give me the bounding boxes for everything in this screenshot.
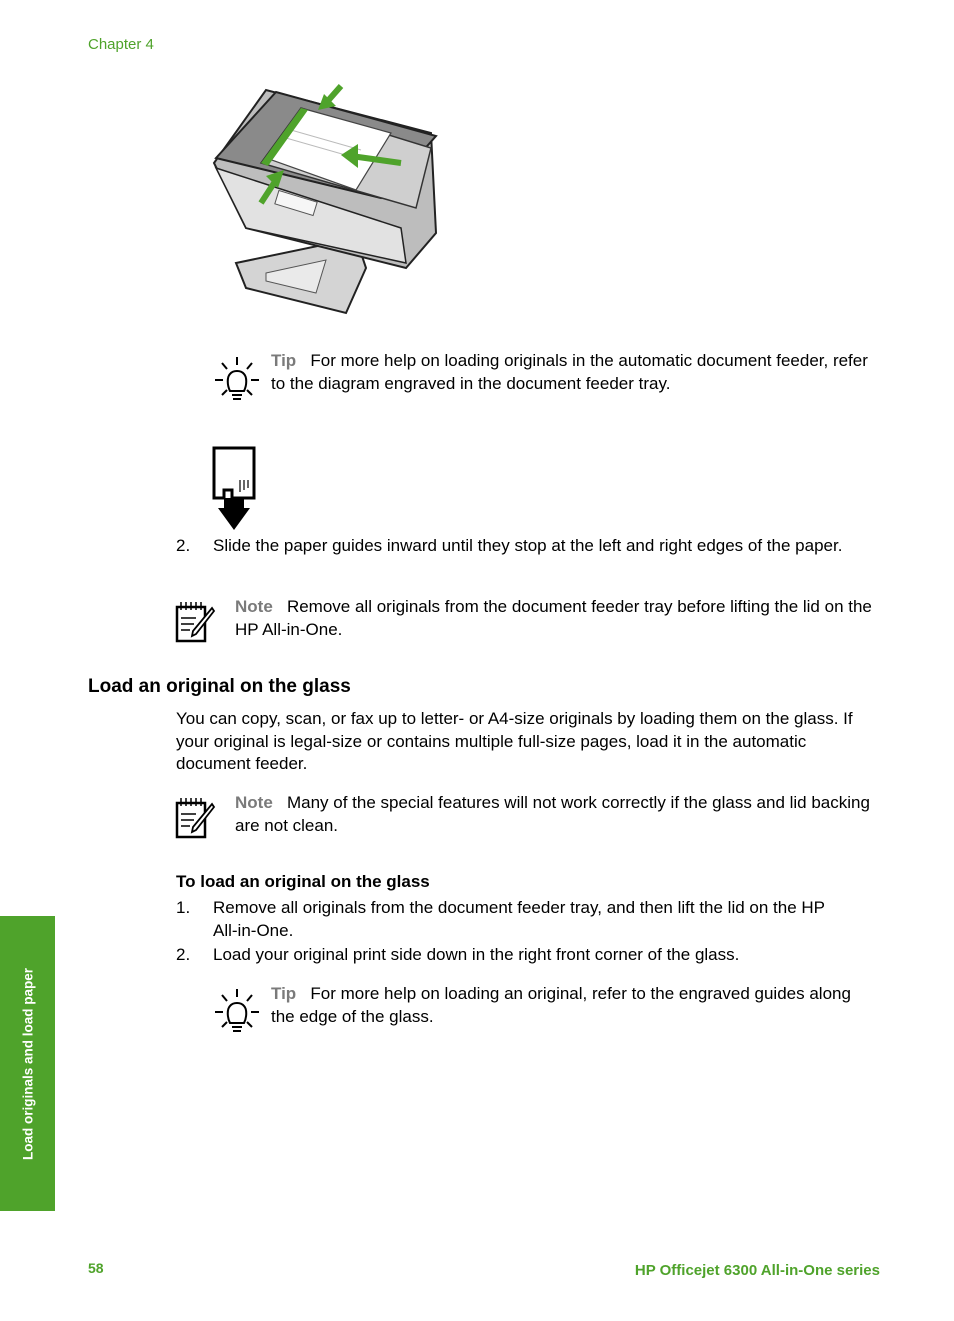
tip-1 [271,350,881,395]
note-2-text: Many of the special features will not work correctly if the glass and lid backing are not clean. [235,793,870,835]
section-intro: You can copy, scan, or fax up to letter- or A4-size originals by loading them on the glass. If your original is legal-size or contains multiple full-size pages, load it in the automatic document feeder. [176,709,853,773]
note-1-text: Remove all originals from the document feeder tray before lifting the lid on the HP All-in-One. [235,597,872,639]
tip-lightbulb-icon [214,355,260,403]
feeder-tray-diagram-icon [210,446,258,532]
note-1 [235,596,875,641]
side-chapter-tab [0,916,55,1211]
tip-2 [271,983,871,1028]
chapter-label: Chapter 4 [88,36,154,53]
note-1-label: Note [235,597,273,616]
side-tab-text: Load originals and load paper [20,967,35,1160]
note-pad-icon [174,796,216,840]
tip-2-label: Tip [271,984,297,1003]
section-heading: Load an original on the glass [88,676,351,697]
tip-1-text: For more help on loading originals in the automatic document feeder, refer to the diagram engraved in the document feeder tray. [271,351,868,393]
note-2-label: Note [235,793,273,812]
tip-lightbulb-icon [214,987,260,1035]
procedure-step-1-text: Remove all originals from the document feeder tray, and then lift the lid on the HP All-in-One. [213,898,825,940]
procedure-step-1-number: 1. [176,898,191,917]
procedure-step-2-number: 2. [176,945,191,964]
note-2 [235,792,875,837]
step-2-text: Slide the paper guides inward until they stop at the left and right edges of the paper. [213,536,843,555]
footer-product-title: HP Officejet 6300 All-in-One series [634,1262,880,1279]
step-2-number: 2. [176,536,191,555]
procedure-step-2-text: Load your original print side down in the right front corner of the glass. [213,945,740,964]
tip-1-label: Tip [271,351,297,370]
procedure-heading: To load an original on the glass [176,872,430,891]
page-number: 58 [88,1260,104,1276]
note-pad-icon [174,600,216,644]
printer-illustration [206,78,451,323]
tip-2-text: For more help on loading an original, refer to the engraved guides along the edge of the glass. [271,984,851,1026]
